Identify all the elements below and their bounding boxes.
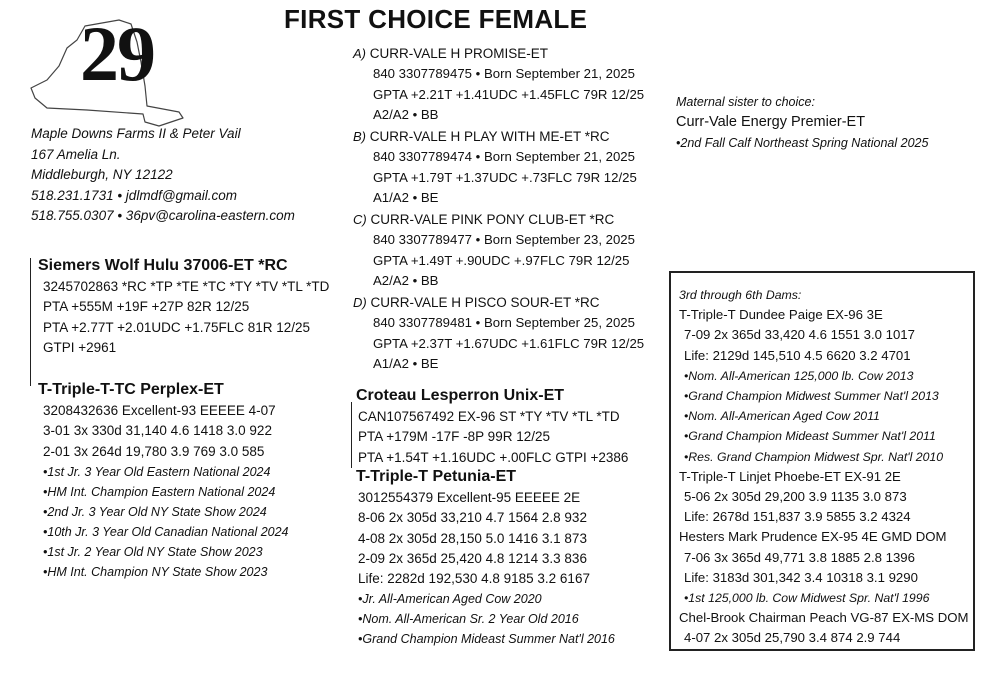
dam-award: •2nd Jr. 3 Year Old NY State Show 2024	[43, 504, 267, 519]
offspring-line: 840 3307789477 • Born September 23, 2025	[373, 232, 635, 248]
offspring-line: A2/A2 • BB	[373, 106, 439, 122]
third-dam-name: T-Triple-T Dundee Paige EX-96 3E	[679, 307, 883, 323]
third-dam-award: •Grand Champion Mideast Summer Nat'l 2011	[684, 429, 936, 444]
dam-sire-line: PTA +179M -17F -8P 99R 12/25	[358, 429, 550, 445]
third-dam-award: •Nom. All-American Aged Cow 2011	[684, 409, 880, 424]
sire-bracket	[30, 258, 31, 386]
offspring-line: GPTA +1.49T +.90UDC +.97FLC 79R 12/25	[373, 252, 630, 268]
grand-dam-line: 8-06 2x 305d 33,210 4.7 1564 2.8 932	[358, 510, 587, 526]
dam-line: 3208432636 Excellent-93 EEEEE 4-07	[43, 403, 276, 418]
offspring-line: GPTA +2.21T +1.41UDC +1.45FLC 79R 12/25	[373, 86, 645, 102]
sire-line: 3245702863 *RC *TP *TE *TC *TY *TV *TL *TD	[43, 279, 330, 294]
offspring-label: B)	[353, 129, 366, 144]
third-dam-line: 7-09 2x 365d 33,420 4.6 1551 3.0 1017	[684, 327, 915, 343]
consignor-contact-2: 518.755.0307 • 36pv@carolina-eastern.com	[31, 208, 295, 223]
fifth-dam-line: 7-06 3x 365d 49,771 3.8 1885 2.8 1396	[684, 549, 915, 565]
fourth-dam-line: 5-06 2x 305d 29,200 3.9 1135 3.0 873	[684, 489, 907, 505]
dam-award: •1st Jr. 3 Year Old Eastern National 2024	[43, 464, 271, 479]
offspring-label: C)	[353, 212, 367, 227]
dam-sire-line: PTA +1.54T +1.16UDC +.00FLC GTPI +2386	[358, 449, 629, 465]
offspring-a	[353, 44, 644, 127]
dam-sire-details	[358, 407, 628, 468]
grand-dam-line: 3012554379 Excellent-95 EEEEE 2E	[358, 490, 581, 505]
offspring-name: CURR-VALE H PLAY WITH ME-ET *RC	[369, 129, 610, 144]
fifth-dam-line: Life: 3183d 301,342 3.4 10318 3.1 9290	[684, 569, 918, 585]
grand-dam-award: •Grand Champion Mideast Summer Nat'l 2016	[358, 632, 615, 647]
fourth-dam-name: T-Triple-T Linjet Phoebe-ET EX-91 2E	[679, 468, 901, 484]
sire-line: PTA +555M +19F +27P 82R 12/25	[43, 299, 250, 315]
third-dam-line: Life: 2129d 145,510 4.5 6620 3.2 4701	[684, 347, 911, 363]
ancestor-dams-heading: 3rd through 6th Dams:	[679, 288, 802, 302]
offspring-d	[353, 293, 644, 376]
offspring-list	[353, 44, 644, 376]
grand-dam-line: 2-09 2x 365d 25,420 4.8 1214 3.3 836	[358, 550, 587, 566]
third-dam-award: •Grand Champion Midwest Summer Nat'l 2013	[684, 389, 939, 404]
dam-sire-line: CAN107567492 EX-96 ST *TY *TV *TL *TD	[358, 409, 620, 424]
grand-dam-line: Life: 2282d 192,530 4.8 9185 3.2 6167	[358, 571, 590, 587]
grand-dam-line: 4-08 2x 305d 28,150 5.0 1416 3.1 873	[358, 530, 587, 546]
consignor-name: Maple Downs Farms II & Peter Vail	[31, 126, 241, 141]
dam-name: T-Triple-T-TC Perplex-ET	[38, 381, 224, 398]
maternal-sister-label: Maternal sister to choice:	[676, 95, 815, 109]
page-title: FIRST CHOICE FEMALE	[284, 4, 588, 34]
offspring-name: CURR-VALE H PISCO SOUR-ET *RC	[370, 295, 600, 310]
dam-line: 2-01 3x 264d 19,780 3.9 769 3.0 585	[43, 443, 265, 459]
dam-sire-name: Croteau Lesperron Unix-ET	[356, 387, 565, 404]
third-dam-award: •Res. Grand Champion Midwest Spr. Nat'l 2010	[684, 449, 944, 464]
dam-award: •HM Int. Champion NY State Show 2023	[43, 564, 268, 579]
offspring-line: 840 3307789474 • Born September 21, 2025	[373, 149, 635, 165]
offspring-line: A2/A2 • BB	[373, 272, 439, 288]
offspring-name: CURR-VALE H PROMISE-ET	[369, 46, 549, 61]
offspring-line: 840 3307789475 • Born September 21, 2025	[373, 66, 635, 82]
offspring-b	[353, 127, 644, 210]
maternal-sister-name: Curr-Vale Energy Premier-ET	[676, 114, 866, 130]
offspring-name: CURR-VALE PINK PONY CLUB-ET *RC	[370, 212, 615, 227]
consignor-address: 167 Amelia Ln.	[31, 146, 121, 162]
offspring-line: A1/A2 • BE	[373, 355, 439, 371]
fifth-dam-award: •1st 125,000 lb. Cow Midwest Spr. Nat'l 1996	[684, 591, 930, 606]
consignor-city: Middleburgh, NY 12122	[31, 167, 173, 182]
dam-award: •10th Jr. 3 Year Old Canadian National 2024	[43, 524, 289, 539]
sire-name: Siemers Wolf Hulu 37006-ET *RC	[38, 257, 288, 274]
grand-dam-award: •Jr. All-American Aged Cow 2020	[358, 592, 542, 607]
dam-award: •1st Jr. 2 Year Old NY State Show 2023	[43, 544, 263, 559]
fifth-dam-name: Hesters Mark Prudence EX-95 4E GMD DOM	[679, 529, 947, 545]
grand-dam-name: T-Triple-T Petunia-ET	[356, 468, 517, 485]
fourth-dam-line: Life: 2678d 151,837 3.9 5855 3.2 4324	[684, 509, 911, 525]
offspring-line: A1/A2 • BE	[373, 189, 439, 205]
sire-line: GTPI +2961	[43, 339, 117, 355]
sixth-dam-line: 4-07 2x 305d 25,790 3.4 874 2.9 744	[684, 630, 901, 646]
offspring-label: D)	[353, 295, 367, 310]
third-dam-award: •Nom. All-American 125,000 lb. Cow 2013	[684, 368, 914, 383]
consignor-info	[31, 124, 295, 227]
grand-dam-award: •Nom. All-American Sr. 2 Year Old 2016	[358, 612, 579, 627]
maternal-sister-award: •2nd Fall Calf Northeast Spring National 2025	[676, 136, 929, 150]
grand-dam-details	[358, 488, 615, 649]
dam-sire-bracket	[351, 402, 352, 468]
offspring-c	[353, 210, 644, 293]
maternal-sister	[676, 92, 928, 153]
sire-details	[43, 277, 329, 358]
dam-award: •HM Int. Champion Eastern National 2024	[43, 484, 276, 499]
offspring-label: A)	[353, 46, 366, 61]
sixth-dam-name: Chel-Brook Chairman Peach VG-87 EX-MS DOM	[679, 610, 969, 626]
lot-number: 29	[80, 10, 154, 97]
offspring-line: 840 3307789481 • Born September 25, 2025	[373, 315, 635, 331]
ancestor-dams-box	[669, 271, 975, 651]
offspring-line: GPTA +1.79T +1.37UDC +.73FLC 79R 12/25	[373, 169, 637, 185]
dam-line: 3-01 3x 330d 31,140 4.6 1418 3.0 922	[43, 423, 272, 439]
sire-line: PTA +2.77T +2.01UDC +1.75FLC 81R 12/25	[43, 319, 311, 335]
dam-details	[43, 401, 289, 582]
offspring-line: GPTA +2.37T +1.67UDC +1.61FLC 79R 12/25	[373, 335, 645, 351]
consignor-contact-1: 518.231.1731 • jdlmdf@gmail.com	[31, 187, 238, 203]
